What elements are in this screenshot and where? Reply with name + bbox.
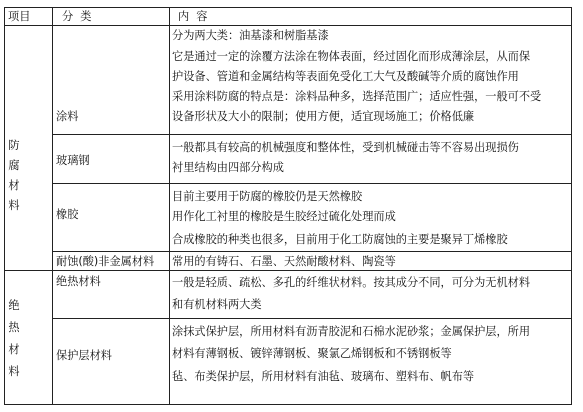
content-line: 材料有薄钢板、镀锌薄钢板、聚氯乙烯钢板和不锈钢板等 <box>172 347 452 360</box>
category-cell: 橡胶 <box>56 208 79 221</box>
table-border-left <box>4 7 5 405</box>
content-line: 一般都具有较高的机械强度和整体性，受到机械碰击等不容易出现损伤 <box>172 141 519 154</box>
group-label-char: 料 <box>8 199 20 212</box>
content-line: 毡、布类保护层，所用材料有油毡、玻璃布、塑料布、帆布等 <box>172 370 475 383</box>
content-line: 目前主要用于防腐的橡胶仍是天然橡胶 <box>172 190 363 203</box>
category-cell: 保护层材料 <box>56 349 112 362</box>
category-cell: 涂料 <box>56 110 79 123</box>
content-line: 设备形状及大小的限制；使用方便，适宜现场施工；价格低廉 <box>172 110 475 123</box>
row-rule <box>52 134 572 135</box>
row-rule <box>52 251 572 252</box>
header-item: 项目 <box>8 10 31 23</box>
category-cell: 绝热材料 <box>56 275 101 288</box>
content-line: 护设备、管道和金属结构等表面免受化工大气及酸碱等介质的腐蚀作用 <box>172 70 519 83</box>
group-label-char: 绝 <box>8 299 20 312</box>
content-line: 一般是轻质、疏松、多孔的纤维状材料。按其成分不同，可分为无机材料 <box>172 276 531 289</box>
group-rule <box>4 270 572 271</box>
group-label-char: 腐 <box>8 159 20 172</box>
header-rule <box>4 25 572 26</box>
content-line: 用作化工衬里的橡胶是生胶经过硫化处理而成 <box>172 210 396 223</box>
content-line: 和有机材料两大类 <box>172 298 262 311</box>
content-line: 常用的有铸石、石墨、天然耐酸材料、陶瓷等 <box>172 255 396 268</box>
row-rule <box>52 318 572 319</box>
group-label-char: 材 <box>8 179 20 192</box>
group-label-char: 料 <box>8 365 20 378</box>
category-cell: 玻璃钢 <box>56 154 90 167</box>
header-category: 分 类 <box>62 10 92 23</box>
row-rule <box>52 183 572 184</box>
group-label-char: 防 <box>8 139 20 152</box>
category-cell: 耐蚀(酸)非金属材料 <box>56 255 155 268</box>
content-line: 衬里结构由四部分构成 <box>172 161 284 174</box>
content-line: 采用涂料防腐的特点是：涂料品种多，选择范围广；适应性强，一般可不受 <box>172 90 542 103</box>
column-rule <box>169 7 170 405</box>
table-border-right <box>571 7 572 405</box>
content-line: 它是通过一定的涂覆方法涂在物体表面，经过固化而形成薄涂层，从而保 <box>172 50 531 63</box>
table-border-bottom <box>4 404 572 405</box>
group-label-char: 热 <box>8 321 20 334</box>
content-line: 涂抹式保护层，所用材料有沥青胶泥和石棉水泥砂浆；金属保护层，所用 <box>172 325 531 338</box>
header-content: 内 容 <box>178 10 208 23</box>
group-label-char: 材 <box>8 343 20 356</box>
content-line: 分为两大类：油基漆和树脂基漆 <box>172 29 329 42</box>
column-rule <box>52 7 53 405</box>
content-line: 合成橡胶的种类也很多，目前用于化工防腐蚀的主要是聚异丁烯橡胶 <box>172 233 508 246</box>
classification-table <box>4 7 572 405</box>
